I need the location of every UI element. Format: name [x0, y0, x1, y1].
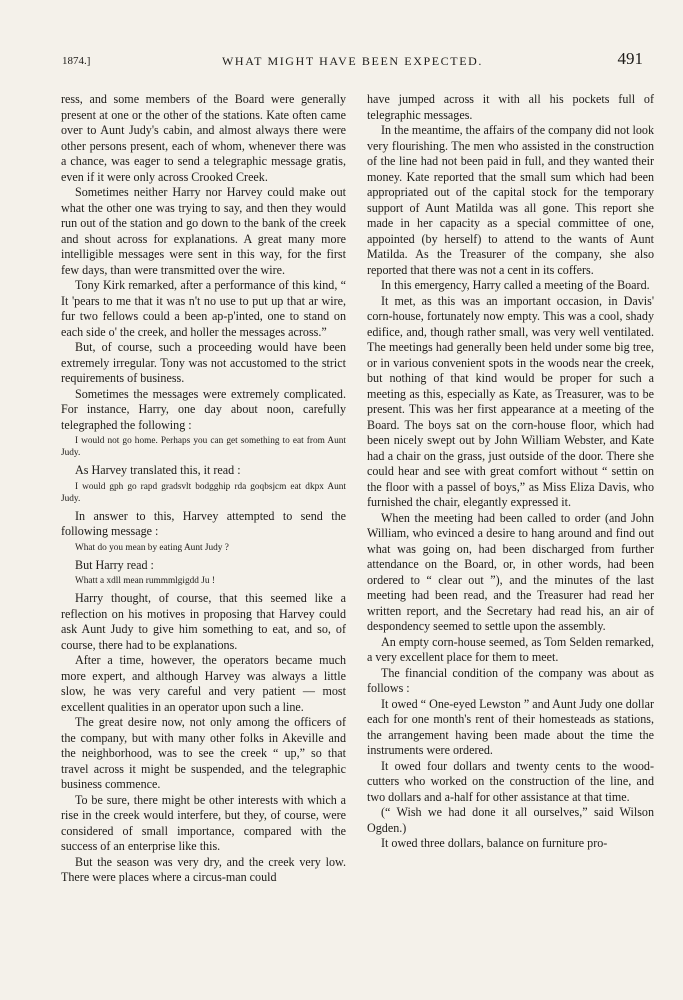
paragraph: But Harry read : [75, 557, 154, 572]
page-number: 491 [617, 49, 643, 68]
paragraph: In answer to this, Harvey attempted to send the following message : [61, 508, 346, 538]
paragraph: ress, and some members of the Board were generally present at one or the other of the stations. Kate often came over to Aunt Judy's cabin, and almost always there were other persons present, each of whom, whenever there was a chance, was eager to send a telegraphic message gratis, even if it were only across Crooked Creek. [61, 92, 346, 184]
paragraph: Sometimes the messages were extremely complicated. For instance, Harry, one day about noon, carefully telegraphed the following : [61, 386, 346, 432]
paragraph: Harry thought, of course, that this seemed like a reflection on his motives in proposing that Harvey could ask Aunt Judy to give him something to eat, and so, of course, there had to be explanations. [61, 591, 346, 652]
paragraph: It owed four dollars and twenty cents to the wood-cutters who worked on the construction of the line, and two dollars and a-half for other assistance at that time. [367, 758, 654, 804]
paragraph: The great desire now, not only among the officers of the company, but with many other folks in Akeville and the neighborhood, was to see the creek “ up,” so that travel across it might be suspended, and the telegraphic business commence. [61, 715, 346, 791]
header-year: 1874.] [62, 55, 91, 67]
paragraph: To be sure, there might be other interests with which a rise in the creek would interfere, but they, of course, were considered of small importance, compared with the success of an enterprise like this. [61, 792, 346, 853]
paragraph: But the season was very dry, and the creek very low. There were places where a circus-man could [61, 854, 346, 884]
paragraph: It met, as this was an important occasion, in Davis' corn-house, fortunately now empty. This was a cool, shady edifice, and, though rather small, was very well ventilated. The meetings had generally been held under some big tree, or in various convenient spots in the woods near the creek, but nothing of that kind would be proper for such a meeting as this, especially as Kate, as Treasurer, was to be present. This was her first appearance at a meeting of the Board. The boys sat on the corn-house floor, which had been nicely swept out by John William Webster, and Kate had a chair on the grass, just outside of the door. There she could hear and see with great comfort without “ settin on the floor with a passel of boys,” as Miss Eliza Davis, who furnished the chair, elegantly expressed it. [367, 293, 654, 509]
telegraph-message: I would not go home. Perhaps you can get something to eat from Aunt Judy. [61, 436, 346, 458]
paragraph: In the meantime, the affairs of the company did not look very flourishing. The men who assisted in the construction of the line had not been paid in full, and they wanted their money. Kate reported that the small sum which had been appropriated out of the capital stock for the temporary support of Aunt Matilda was all gone. This report she made in her capacity as a special committee of one, appointed (by herself) to attend to the wants of Aunt Matilda. As the Treasurer of the company, she also reported that there was not a cent in its coffers. [367, 123, 654, 277]
telegraph-message: What do you mean by eating Aunt Judy ? [75, 542, 229, 553]
telegraph-message: I would gph go rapd gradsvlt bodgghip rda goqbsjcm eat dkpx Aunt Judy. [61, 481, 346, 504]
telegraph-message: Whatt a xdll mean rummmlgigdd Ju ! [75, 576, 215, 586]
paragraph: (“ Wish we had done it all ourselves,” said Wilson Ogden.) [367, 805, 654, 835]
paragraph: It owed three dollars, balance on furniture pro- [381, 836, 608, 850]
paragraph: Tony Kirk remarked, after a performance of this kind, “ It 'pears to me that it was n't no use to put up that ar wire, fur two fellows could a been ap-p'inted, one to stand on each side o' the creek, and holler the messages across.” [61, 278, 346, 339]
paragraph: The financial condition of the company was about as follows : [367, 665, 654, 695]
running-header [62, 49, 643, 74]
header-title: WHAT MIGHT HAVE BEEN EXPECTED. [222, 54, 483, 68]
left-text-column [61, 92, 346, 886]
paragraph: Sometimes neither Harry nor Harvey could make out what the other one was trying to say, and then they would run out of the station and go down to the bank of the creek and shout across for explanations. A great many more intelligible messages were sent in this way, for the first few days, than were transmitted over the wire. [61, 185, 346, 277]
paragraph: When the meeting had been called to order (and John William, who evinced a desire to hang around and find out what was going on, had been discharged from further attendance on the Board, or, in other words, had been ordered to “ clear out ”), and the minutes of the last meeting had been read, and the Treasurer had read her written report, and the Secretary had read his, an air of despondency seemed to settle upon the assembly. [367, 510, 654, 633]
paragraph: It owed “ One-eyed Lewston ” and Aunt Judy one dollar each for one month's rent of their homesteads as stations, the arrangement having been made about the time the instruments were ordered. [367, 696, 654, 757]
paragraph: have jumped across it with all his pockets full of telegraphic messages. [367, 92, 654, 122]
paragraph: But, of course, such a proceeding would have been extremely irregular. Tony was not accustomed to the strict requirements of business. [61, 340, 346, 385]
paragraph: An empty corn-house seemed, as Tom Selden remarked, a very excellent place for them to meet. [367, 634, 654, 664]
paragraph: After a time, however, the operators became much more expert, and although Harvey was always a little slow, he was very careful and very patient — most excellent qualities in an operator upon such a line. [61, 653, 346, 714]
paragraph: In this emergency, Harry called a meeting of the Board. [381, 278, 650, 292]
paragraph: As Harvey translated this, it read : [75, 463, 241, 477]
right-text-column [367, 92, 654, 852]
